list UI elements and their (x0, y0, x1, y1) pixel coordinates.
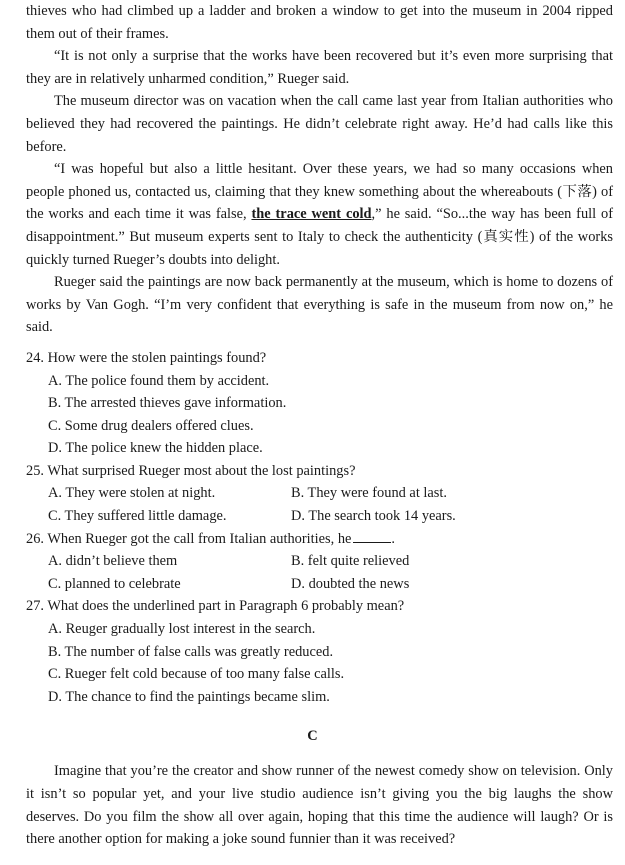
passage-paragraph-2: “It is not only a surprise that the works have been recovered but it’s even more surprising that they are in relatively unharmed condition,” Rueger said. (26, 48, 613, 87)
passage-paragraph-4: “I was hopeful but also a little hesitant. Over these years, we had so many occasions when people phoned us, contacted us, claiming that they knew something about the whereabouts (下落) of the works and each time it was false, the trace went cold,” he said. “So...the way has been full of disappointment.” But museum experts sent to Italy to check the authenticity (真实性) of the works quickly turned Rueger’s doubts into delight. (26, 161, 613, 268)
question-stem: 26. When Rueger got the call from Italian authorities, he . (26, 528, 613, 551)
option-d: D. doubted the news (291, 575, 410, 592)
option-c: C. They suffered little damage. (48, 508, 227, 525)
passage-paragraph-3: The museum director was on vacation when the call came last year from Italian authorities who believed they had recovered the paintings. He didn’t celebrate right away. He’d had calls like this before. (26, 93, 613, 155)
question-stem: 25. What surprised Rueger most about the lost paintings? (26, 462, 356, 479)
section-heading: C (307, 728, 318, 745)
option-b: B. The number of false calls was greatly reduced. (48, 643, 334, 660)
question-stem: 27. What does the underlined part in Paragraph 6 probably mean? (26, 598, 405, 615)
option-a: A. Reuger gradually lost interest in the search. (48, 621, 316, 638)
option-a: A. The police found them by accident. (48, 372, 270, 389)
question-27 (0, 595, 625, 708)
option-c: C. Rueger felt cold because of too many false calls. (48, 666, 345, 683)
question-options (26, 550, 613, 595)
option-b: B. felt quite relieved (291, 553, 410, 570)
question-25 (0, 460, 625, 528)
question-stem: 24. How were the stolen paintings found? (26, 349, 267, 366)
option-d: D. The search took 14 years. (291, 508, 456, 525)
section-c-paragraph-1: Imagine that you’re the creator and show runner of the newest comedy show on television. Only it isn’t so popular yet, and your live studio audience isn’t giving you the big laughs the show deserves. Do you film the show all over again, hoping that this time the audience will laugh? Or is there another option for making a joke sound funnier than it was received? (26, 763, 613, 848)
passage-paragraph-1-tail: thieves who had climbed up a ladder and broken a window to get into the museum in 2004 ripped them out of their frames. (26, 3, 613, 42)
option-d: D. The chance to find the paintings became slim. (48, 688, 330, 705)
passage-paragraph-5: Rueger said the paintings are now back permanently at the museum, which is home to dozens of works by Van Gogh. “I’m very confident that everything is safe in the museum from now on,” he said. (26, 274, 613, 336)
question-options (26, 618, 613, 708)
underlined-phrase: the trace went cold (251, 206, 372, 223)
option-a: A. didn’t believe them (48, 553, 178, 570)
option-d: D. The police knew the hidden place. (48, 440, 263, 457)
question-26 (0, 528, 625, 596)
question-24 (0, 347, 625, 460)
option-b: B. The arrested thieves gave information. (48, 395, 287, 412)
option-b: B. They were found at last. (291, 485, 447, 502)
option-a: A. They were stolen at night. (48, 485, 216, 502)
question-options (26, 370, 613, 460)
option-c: C. planned to celebrate (48, 575, 181, 592)
question-options (26, 482, 613, 527)
answer-blank (353, 528, 391, 543)
option-c: C. Some drug dealers offered clues. (48, 417, 254, 434)
